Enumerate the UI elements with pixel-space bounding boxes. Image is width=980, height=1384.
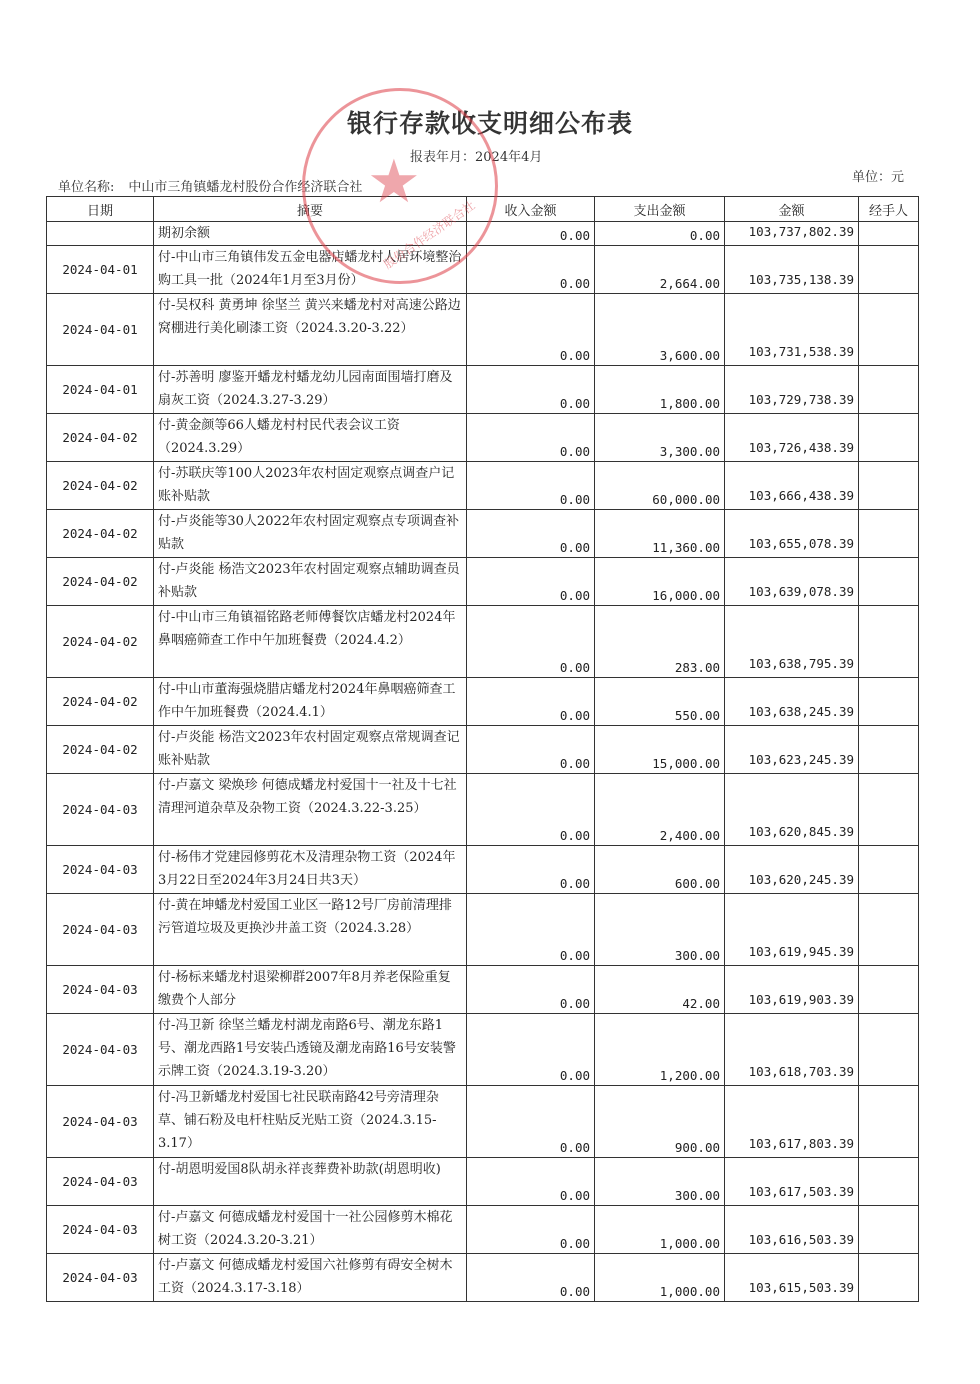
row-income: 0.00: [467, 1206, 595, 1254]
table-row: [47, 846, 919, 894]
row-summary: 付-黄金颜等66人蟠龙村村民代表会议工资（2024.3.29）: [154, 414, 467, 462]
row-income: 0.00: [467, 1254, 595, 1302]
row-summary: 付-卢嘉文 梁焕珍 何德成蟠龙村爱国十一社及十七社清理河道杂草及杂物工资（2024.3.22-3.25）: [154, 774, 467, 846]
row-expense: 1,000.00: [595, 1206, 725, 1254]
row-date: 2024-04-03: [47, 846, 154, 894]
row-balance: 103,729,738.39: [725, 366, 859, 414]
table-row: [47, 558, 919, 606]
row-balance: 103,620,245.39: [725, 846, 859, 894]
table-row: [47, 222, 919, 246]
row-date: 2024-04-02: [47, 606, 154, 678]
table-row: [47, 894, 919, 966]
unit-name-line: [58, 176, 376, 195]
row-expense: 15,000.00: [595, 726, 725, 774]
row-expense: 0.00: [595, 222, 725, 246]
row-expense: 300.00: [595, 1158, 725, 1206]
row-date: 2024-04-02: [47, 726, 154, 774]
col-date: 日期: [47, 197, 154, 222]
col-income: 收入金额: [467, 197, 595, 222]
row-handler: [859, 1158, 919, 1206]
row-expense: 300.00: [595, 894, 725, 966]
row-handler: [859, 462, 919, 510]
row-balance: 103,639,078.39: [725, 558, 859, 606]
row-handler: [859, 558, 919, 606]
row-balance: 103,735,138.39: [725, 246, 859, 294]
row-summary: 付-苏善明 廖鉴开蟠龙村蟠龙幼儿园南面围墙打磨及扇灰工资（2024.3.27-3.29）: [154, 366, 467, 414]
row-date: 2024-04-03: [47, 1158, 154, 1206]
row-expense: 60,000.00: [595, 462, 725, 510]
row-expense: 1,800.00: [595, 366, 725, 414]
row-income: 0.00: [467, 246, 595, 294]
row-date: 2024-04-01: [47, 246, 154, 294]
row-balance: 103,666,438.39: [725, 462, 859, 510]
row-balance: 103,638,795.39: [725, 606, 859, 678]
star-icon: ★: [367, 147, 421, 217]
table-row: [47, 1158, 919, 1206]
col-summary: 摘要: [154, 197, 467, 222]
table-row: [47, 294, 919, 366]
row-balance: 103,737,802.39: [725, 222, 859, 246]
row-income: 0.00: [467, 1086, 595, 1158]
table-row: [47, 678, 919, 726]
currency-unit: 单位：元: [852, 170, 905, 185]
row-summary: 付-卢炎能 杨浩文2023年农村固定观察点常规调查记账补贴款: [154, 726, 467, 774]
row-handler: [859, 510, 919, 558]
row-expense: 42.00: [595, 966, 725, 1014]
row-income: 0.00: [467, 294, 595, 366]
row-income: 0.00: [467, 726, 595, 774]
row-date: 2024-04-02: [47, 558, 154, 606]
row-summary: 付-胡恩明爱国8队胡永祥丧葬费补助款(胡恩明收): [154, 1158, 467, 1206]
row-income: 0.00: [467, 558, 595, 606]
row-balance: 103,619,903.39: [725, 966, 859, 1014]
row-expense: 3,600.00: [595, 294, 725, 366]
row-date: 2024-04-03: [47, 1206, 154, 1254]
row-expense: 2,400.00: [595, 774, 725, 846]
ledger-table: [46, 196, 919, 1302]
row-handler: [859, 606, 919, 678]
row-summary: 付-卢炎能等30人2022年农村固定观察点专项调查补贴款: [154, 510, 467, 558]
row-balance: 103,620,845.39: [725, 774, 859, 846]
row-balance: 103,623,245.39: [725, 726, 859, 774]
table-row: [47, 1206, 919, 1254]
row-handler: [859, 222, 919, 246]
row-expense: 550.00: [595, 678, 725, 726]
row-date: 2024-04-03: [47, 1014, 154, 1086]
table-row: [47, 966, 919, 1014]
row-expense: 2,664.00: [595, 246, 725, 294]
col-expense: 支出金额: [595, 197, 725, 222]
row-summary: 付-苏联庆等100人2023年农村固定观察点调查户记账补贴款: [154, 462, 467, 510]
row-handler: [859, 846, 919, 894]
row-expense: 900.00: [595, 1086, 725, 1158]
row-handler: [859, 366, 919, 414]
row-balance: 103,726,438.39: [725, 414, 859, 462]
row-income: 0.00: [467, 774, 595, 846]
col-balance: 金额: [725, 197, 859, 222]
row-income: 0.00: [467, 366, 595, 414]
row-handler: [859, 966, 919, 1014]
row-date: 2024-04-03: [47, 1254, 154, 1302]
row-balance: 103,619,945.39: [725, 894, 859, 966]
row-handler: [859, 1014, 919, 1086]
row-balance: 103,655,078.39: [725, 510, 859, 558]
unit-name: 中山市三角镇蟠龙村股份合作经济联合社: [128, 180, 363, 195]
table-row: [47, 606, 919, 678]
row-summary: 付-卢炎能 杨浩文2023年农村固定观察点辅助调查员补贴款: [154, 558, 467, 606]
table-row: [47, 510, 919, 558]
row-summary: 付-吴权科 黄勇坤 徐坚兰 黄兴来蟠龙村对高速公路边窝棚进行美化刷漆工资（2024.3.20-3.22）: [154, 294, 467, 366]
seal-text: 股份合作经济联合社: [381, 198, 478, 272]
row-date: 2024-04-03: [47, 966, 154, 1014]
row-income: 0.00: [467, 462, 595, 510]
row-date: 2024-04-03: [47, 894, 154, 966]
row-date: [47, 222, 154, 246]
row-income: 0.00: [467, 846, 595, 894]
row-expense: 1,000.00: [595, 1254, 725, 1302]
page-title: 银行存款收支明细公布表: [346, 109, 633, 138]
row-income: 0.00: [467, 606, 595, 678]
row-income: 0.00: [467, 966, 595, 1014]
row-date: 2024-04-03: [47, 1086, 154, 1158]
row-summary: 期初余额: [154, 222, 467, 246]
row-handler: [859, 678, 919, 726]
row-balance: 103,616,503.39: [725, 1206, 859, 1254]
row-summary: 付-卢嘉文 何德成蟠龙村爱国十一社公园修剪木棉花树工资（2024.3.20-3.21）: [154, 1206, 467, 1254]
row-summary: 付-中山市三角镇伟发五金电器店蟠龙村人居环境整治购工具一批（2024年1月至3月份）: [154, 246, 467, 294]
row-income: 0.00: [467, 1158, 595, 1206]
row-handler: [859, 246, 919, 294]
row-handler: [859, 294, 919, 366]
row-summary: 付-中山市董海强烧腊店蟠龙村2024年鼻咽癌筛查工作中午加班餐费（2024.4.1）: [154, 678, 467, 726]
row-expense: 16,000.00: [595, 558, 725, 606]
table-row: [47, 366, 919, 414]
row-summary: 付-黄在坤蟠龙村爱国工业区一路12号厂房前清理排污管道垃圾及更换沙井盖工资（2024.3.28）: [154, 894, 467, 966]
row-balance: 103,731,538.39: [725, 294, 859, 366]
row-income: 0.00: [467, 1014, 595, 1086]
row-handler: [859, 1206, 919, 1254]
row-date: 2024-04-02: [47, 510, 154, 558]
row-expense: 283.00: [595, 606, 725, 678]
row-expense: 600.00: [595, 846, 725, 894]
table-row: [47, 462, 919, 510]
row-handler: [859, 1086, 919, 1158]
row-date: 2024-04-02: [47, 462, 154, 510]
table-row: [47, 1254, 919, 1302]
row-date: 2024-04-01: [47, 294, 154, 366]
row-balance: 103,618,703.39: [725, 1014, 859, 1086]
row-handler: [859, 774, 919, 846]
row-expense: 11,360.00: [595, 510, 725, 558]
row-handler: [859, 414, 919, 462]
row-income: 0.00: [467, 414, 595, 462]
row-handler: [859, 894, 919, 966]
table-row: [47, 1086, 919, 1158]
row-balance: 103,638,245.39: [725, 678, 859, 726]
row-summary: 付-杨标来蟠龙村退梁柳群2007年8月养老保险重复缴费个人部分: [154, 966, 467, 1014]
row-balance: 103,615,503.39: [725, 1254, 859, 1302]
table-row: [47, 414, 919, 462]
row-summary: 付-冯卫新 徐坚兰蟠龙村湖龙南路6号、潮龙东路1号、潮龙西路1号安装凸透镜及潮龙南路16号安装警示牌工资（2024.3.19-3.20）: [154, 1014, 467, 1086]
table-row: [47, 774, 919, 846]
row-handler: [859, 1254, 919, 1302]
row-date: 2024-04-02: [47, 678, 154, 726]
row-income: 0.00: [467, 510, 595, 558]
row-expense: 1,200.00: [595, 1014, 725, 1086]
row-date: 2024-04-02: [47, 414, 154, 462]
row-summary: 付-冯卫新蟠龙村爱国七社民联南路42号旁清理杂草、铺石粉及电杆柱贴反光贴工资（2024.3.15-3.17）: [154, 1086, 467, 1158]
row-date: 2024-04-03: [47, 774, 154, 846]
row-income: 0.00: [467, 894, 595, 966]
row-expense: 3,300.00: [595, 414, 725, 462]
table-header-row: [47, 197, 919, 222]
row-income: 0.00: [467, 678, 595, 726]
row-date: 2024-04-01: [47, 366, 154, 414]
row-summary: 付-杨伟才党建园修剪花木及清理杂物工资（2024年3月22日至2024年3月24日共3天）: [154, 846, 467, 894]
unit-name-label: 单位名称:: [58, 180, 115, 195]
table-row: [47, 246, 919, 294]
table-row: [47, 726, 919, 774]
col-handler: 经手人: [859, 197, 919, 222]
row-handler: [859, 726, 919, 774]
row-income: 0.00: [467, 222, 595, 246]
row-balance: 103,617,503.39: [725, 1158, 859, 1206]
row-balance: 103,617,803.39: [725, 1086, 859, 1158]
row-summary: 付-中山市三角镇福铭路老师傅餐饮店蟠龙村2024年鼻咽癌筛查工作中午加班餐费（2024.4.2）: [154, 606, 467, 678]
table-row: [47, 1014, 919, 1086]
row-summary: 付-卢嘉文 何德成蟠龙村爱国六社修剪有碍安全树木工资（2024.3.17-3.18）: [154, 1254, 467, 1302]
report-month: 报表年月：2024年4月: [410, 150, 543, 165]
